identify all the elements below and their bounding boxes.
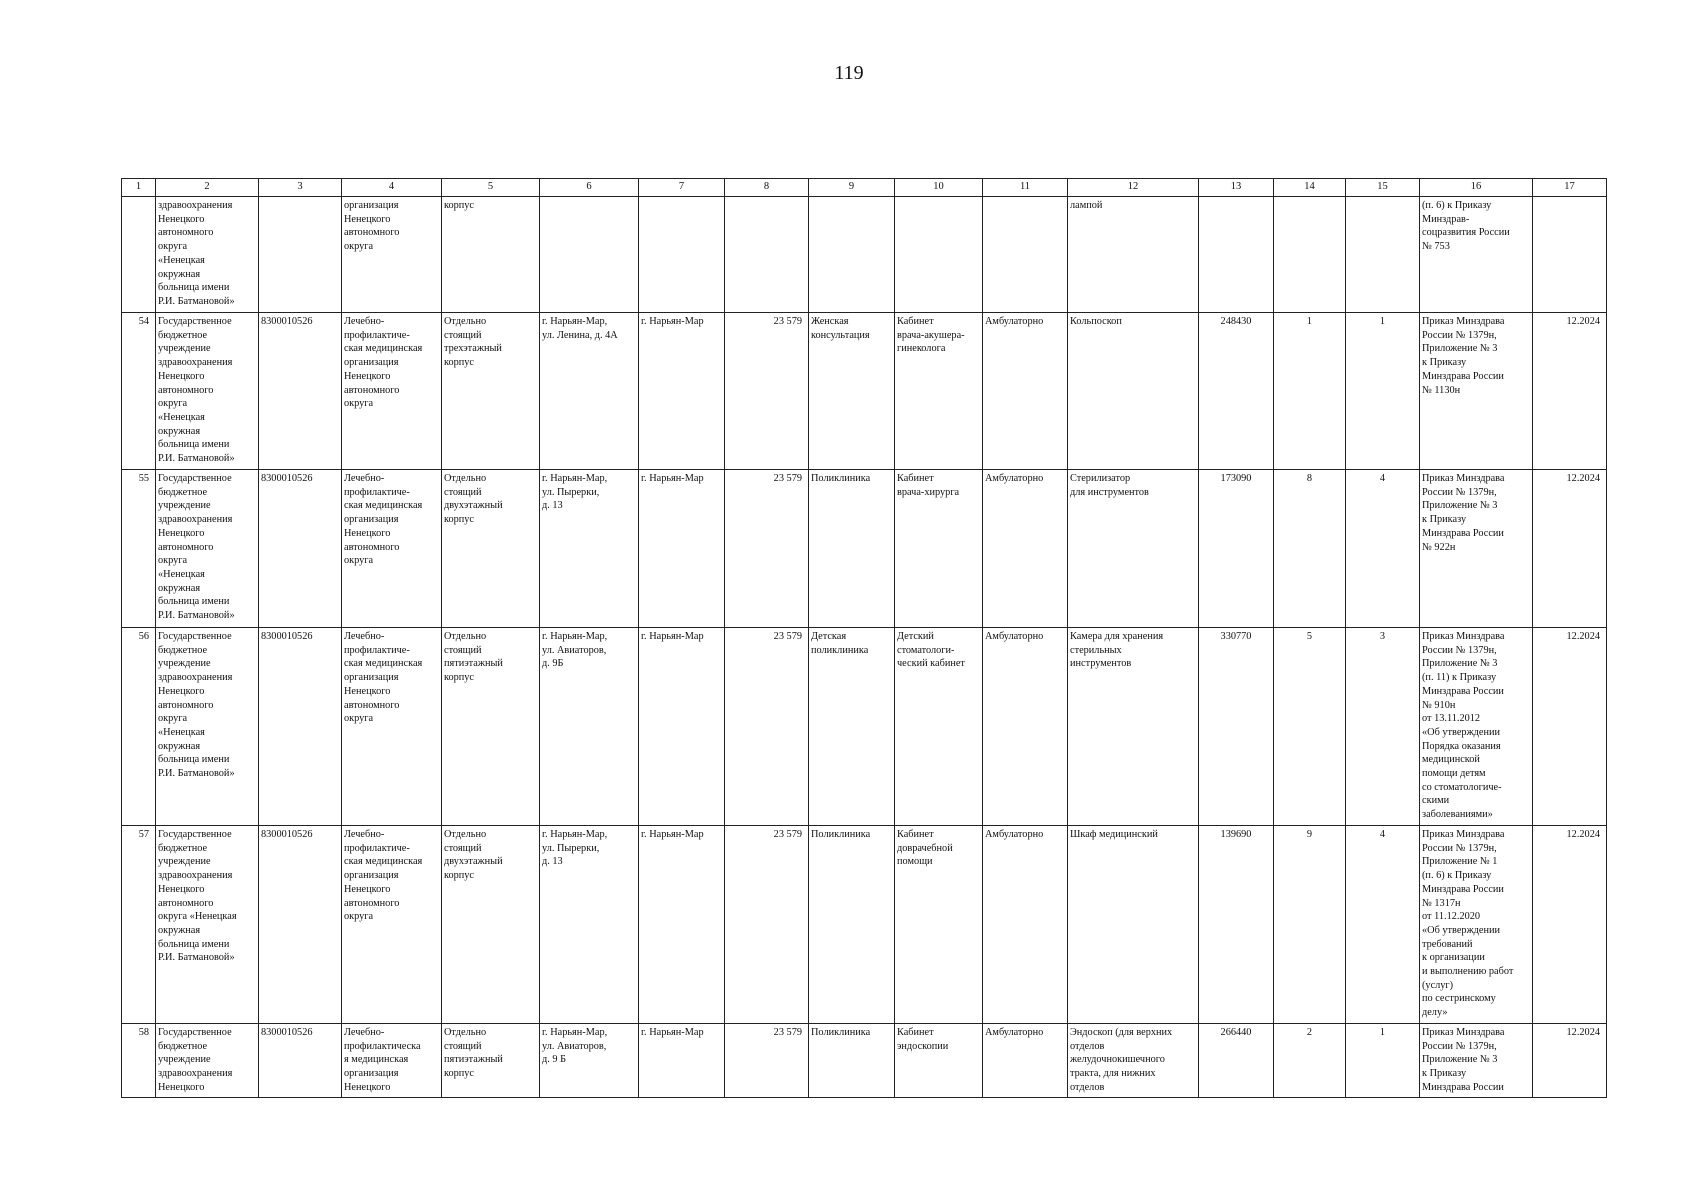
cell-equipment: Эндоскоп (для верхних отделов желудочнокишечного тракта, для нижних отделов xyxy=(1068,1024,1199,1098)
cell-org: Государственное бюджетное учреждение здравоохранения Ненецкого автономного округа «Ненецкая окружная больница имени Р.И. Батмановой» xyxy=(156,313,259,470)
cell-address: г. Нарьян-Мар, ул. Пырерки, д. 13 xyxy=(540,826,639,1024)
header-cell: 17 xyxy=(1533,179,1607,197)
header-cell: 7 xyxy=(639,179,725,197)
cell-qty: 1 xyxy=(1346,313,1420,470)
cell-unit: Поликлиника xyxy=(809,826,895,1024)
cell-org-type: Лечебно- профилактиче- ская медицинская организация Ненецкого автономного округа xyxy=(342,628,442,826)
cell-date: 12.2024 xyxy=(1533,313,1607,470)
cell-equipment: лампой xyxy=(1068,197,1199,313)
table-header-row xyxy=(122,179,1607,197)
cell-date: 12.2024 xyxy=(1533,628,1607,826)
cell-city xyxy=(639,197,725,313)
cell-city: г. Нарьян-Мар xyxy=(639,628,725,826)
cell-code xyxy=(725,197,809,313)
cell-mode xyxy=(983,197,1068,313)
cell-basis: Приказ Минздрава России № 1379н, Приложение № 3 к Приказу Минздрава России № 1130н xyxy=(1420,313,1533,470)
cell-mode: Амбулаторно xyxy=(983,470,1068,628)
cell-qty-norm: 9 xyxy=(1274,826,1346,1024)
table-row xyxy=(122,1024,1607,1098)
cell-basis: Приказ Минздрава России № 1379н, Приложение № 3 (п. 11) к Приказу Минздрава России № 910н от 13.11.2012 «Об утверждении Порядка оказания медицинской помощи детям со стоматологиче- скими заболеваниями» xyxy=(1420,628,1533,826)
cell-qty xyxy=(1346,197,1420,313)
cell-num xyxy=(122,197,156,313)
cell-room: Кабинет врача-хирурга xyxy=(895,470,983,628)
header-cell: 8 xyxy=(725,179,809,197)
cell-address: г. Нарьян-Мар, ул. Авиаторов, д. 9Б xyxy=(540,628,639,826)
table-row-continuation xyxy=(122,197,1607,313)
cell-qty: 3 xyxy=(1346,628,1420,826)
cell-code: 23 579 xyxy=(725,628,809,826)
header-cell: 3 xyxy=(259,179,342,197)
cell-org: здравоохранения Ненецкого автономного округа «Ненецкая окружная больница имени Р.И. Батмановой» xyxy=(156,197,259,313)
cell-org-type: Лечебно- профилактическа я медицинская организация Ненецкого xyxy=(342,1024,442,1098)
cell-room: Кабинет доврачебной помощи xyxy=(895,826,983,1024)
table-row xyxy=(122,628,1607,826)
cell-price: 330770 xyxy=(1199,628,1274,826)
header-cell: 16 xyxy=(1420,179,1533,197)
cell-unit: Поликлиника xyxy=(809,1024,895,1098)
cell-address: г. Нарьян-Мар, ул. Авиаторов, д. 9 Б xyxy=(540,1024,639,1098)
cell-org-type: Лечебно- профилактиче- ская медицинская организация Ненецкого автономного округа xyxy=(342,313,442,470)
cell-org: Государственное бюджетное учреждение здравоохранения Ненецкого xyxy=(156,1024,259,1098)
cell-unit: Поликлиника xyxy=(809,470,895,628)
cell-equipment: Стерилизатор для инструментов xyxy=(1068,470,1199,628)
cell-city: г. Нарьян-Мар xyxy=(639,826,725,1024)
header-cell: 4 xyxy=(342,179,442,197)
cell-room xyxy=(895,197,983,313)
cell-code: 23 579 xyxy=(725,826,809,1024)
cell-building: Отдельно стоящий трехэтажный корпус xyxy=(442,313,540,470)
cell-num: 54 xyxy=(122,313,156,470)
cell-price: 173090 xyxy=(1199,470,1274,628)
cell-org-type: Лечебно- профилактиче- ская медицинская организация Ненецкого автономного округа xyxy=(342,826,442,1024)
cell-room: Детский стоматологи- ческий кабинет xyxy=(895,628,983,826)
cell-qty: 1 xyxy=(1346,1024,1420,1098)
cell-building: Отдельно стоящий пятиэтажный корпус xyxy=(442,1024,540,1098)
cell-inn: 8300010526 xyxy=(259,313,342,470)
cell-city: г. Нарьян-Мар xyxy=(639,1024,725,1098)
header-cell: 14 xyxy=(1274,179,1346,197)
cell-building: Отдельно стоящий пятиэтажный корпус xyxy=(442,628,540,826)
header-cell: 1 xyxy=(122,179,156,197)
cell-inn: 8300010526 xyxy=(259,628,342,826)
table-row xyxy=(122,313,1607,470)
header-cell: 6 xyxy=(540,179,639,197)
cell-unit xyxy=(809,197,895,313)
table-row xyxy=(122,470,1607,628)
cell-date xyxy=(1533,197,1607,313)
cell-date: 12.2024 xyxy=(1533,1024,1607,1098)
cell-unit: Детская поликлиника xyxy=(809,628,895,826)
cell-org: Государственное бюджетное учреждение здравоохранения Ненецкого автономного округа «Ненецкая окружная больница имени Р.И. Батмановой» xyxy=(156,628,259,826)
cell-unit: Женская консультация xyxy=(809,313,895,470)
cell-qty-norm: 2 xyxy=(1274,1024,1346,1098)
cell-city: г. Нарьян-Мар xyxy=(639,313,725,470)
cell-code: 23 579 xyxy=(725,313,809,470)
header-cell: 15 xyxy=(1346,179,1420,197)
cell-num: 57 xyxy=(122,826,156,1024)
cell-equipment: Шкаф медицинский xyxy=(1068,826,1199,1024)
cell-code: 23 579 xyxy=(725,1024,809,1098)
header-cell: 10 xyxy=(895,179,983,197)
cell-building: Отдельно стоящий двухэтажный корпус xyxy=(442,470,540,628)
cell-inn xyxy=(259,197,342,313)
cell-basis: Приказ Минздрава России № 1379н, Приложение № 1 (п. 6) к Приказу Минздрава России № 1317н от 11.12.2020 «Об утверждении требований к организации и выполнению работ (услуг) по сестринскому делу» xyxy=(1420,826,1533,1024)
cell-qty: 4 xyxy=(1346,826,1420,1024)
cell-basis: Приказ Минздрава России № 1379н, Приложение № 3 к Приказу Минздрава России xyxy=(1420,1024,1533,1098)
cell-inn: 8300010526 xyxy=(259,826,342,1024)
cell-code: 23 579 xyxy=(725,470,809,628)
cell-date: 12.2024 xyxy=(1533,826,1607,1024)
header-cell: 2 xyxy=(156,179,259,197)
header-cell: 11 xyxy=(983,179,1068,197)
cell-room: Кабинет врача-акушера- гинеколога xyxy=(895,313,983,470)
cell-qty-norm xyxy=(1274,197,1346,313)
cell-org-type: Лечебно- профилактиче- ская медицинская организация Ненецкого автономного округа xyxy=(342,470,442,628)
cell-address xyxy=(540,197,639,313)
cell-address: г. Нарьян-Мар, ул. Ленина, д. 4А xyxy=(540,313,639,470)
cell-mode: Амбулаторно xyxy=(983,826,1068,1024)
cell-qty-norm: 8 xyxy=(1274,470,1346,628)
cell-room: Кабинет эндоскопии xyxy=(895,1024,983,1098)
cell-qty-norm: 1 xyxy=(1274,313,1346,470)
cell-equipment: Кольпоскоп xyxy=(1068,313,1199,470)
equipment-table xyxy=(121,178,1607,1098)
header-cell: 13 xyxy=(1199,179,1274,197)
page-number: 119 xyxy=(834,62,864,84)
cell-price: 266440 xyxy=(1199,1024,1274,1098)
cell-org-type: организация Ненецкого автономного округа xyxy=(342,197,442,313)
cell-mode: Амбулаторно xyxy=(983,628,1068,826)
cell-building: Отдельно стоящий двухэтажный корпус xyxy=(442,826,540,1024)
cell-building: корпус xyxy=(442,197,540,313)
cell-basis: Приказ Минздрава России № 1379н, Приложение № 3 к Приказу Минздрава России № 922н xyxy=(1420,470,1533,628)
cell-price: 139690 xyxy=(1199,826,1274,1024)
cell-price: 248430 xyxy=(1199,313,1274,470)
cell-num: 55 xyxy=(122,470,156,628)
cell-equipment: Камера для хранения стерильных инструментов xyxy=(1068,628,1199,826)
cell-inn: 8300010526 xyxy=(259,1024,342,1098)
cell-org: Государственное бюджетное учреждение здравоохранения Ненецкого автономного округа «Ненецкая окружная больница имени Р.И. Батмановой» xyxy=(156,470,259,628)
table-row xyxy=(122,826,1607,1024)
cell-num: 56 xyxy=(122,628,156,826)
cell-basis: (п. 6) к Приказу Минздрав- соцразвития России № 753 xyxy=(1420,197,1533,313)
cell-price xyxy=(1199,197,1274,313)
header-cell: 12 xyxy=(1068,179,1199,197)
cell-date: 12.2024 xyxy=(1533,470,1607,628)
cell-address: г. Нарьян-Мар, ул. Пырерки, д. 13 xyxy=(540,470,639,628)
header-cell: 5 xyxy=(442,179,540,197)
header-cell: 9 xyxy=(809,179,895,197)
cell-mode: Амбулаторно xyxy=(983,1024,1068,1098)
cell-qty-norm: 5 xyxy=(1274,628,1346,826)
cell-qty: 4 xyxy=(1346,470,1420,628)
cell-num: 58 xyxy=(122,1024,156,1098)
cell-org: Государственное бюджетное учреждение здравоохранения Ненецкого автономного округа «Ненецкая окружная больница имени Р.И. Батмановой» xyxy=(156,826,259,1024)
cell-mode: Амбулаторно xyxy=(983,313,1068,470)
cell-city: г. Нарьян-Мар xyxy=(639,470,725,628)
cell-inn: 8300010526 xyxy=(259,470,342,628)
